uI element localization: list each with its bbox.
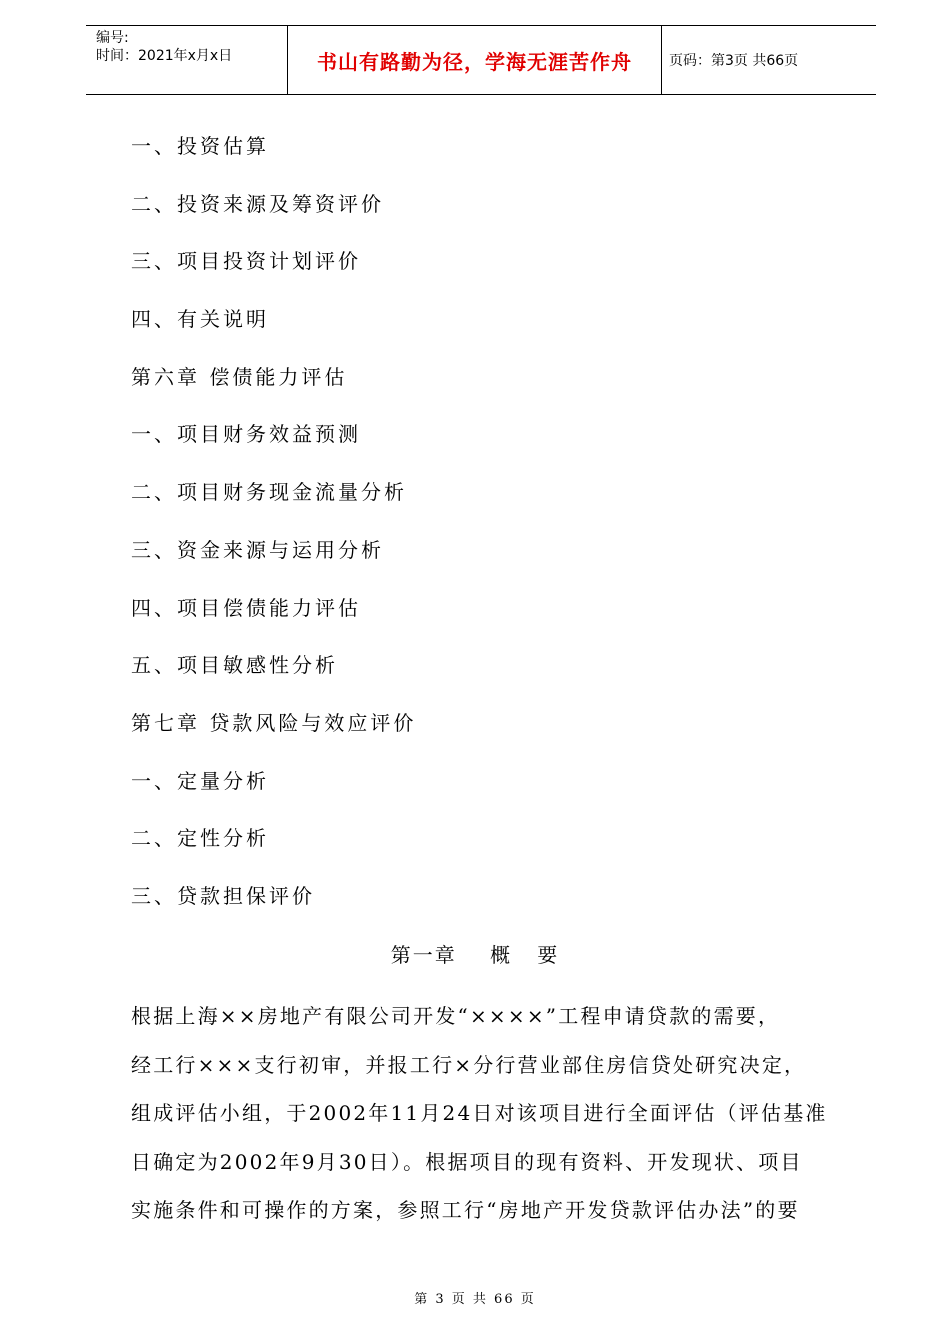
- document-time: 时间：2021年x月x日: [96, 48, 233, 64]
- toc-item: 五、项目敏感性分析: [131, 653, 338, 678]
- toc-chapter-heading: 第七章 贷款风险与效应评价: [131, 710, 417, 735]
- toc-item: 一、定量分析: [131, 768, 269, 793]
- toc-item: 一、投资估算: [131, 134, 269, 158]
- body-paragraph: 根据上海××房地产有限公司开发“××××”工程申请贷款的需要， 经工行×××支行初审，并报工行×分行营业部住房信贷处研究决定， 组成评估小组，于2002年11月24日对该项目进行全面评估（评估基准 日确定为2002年9月30日）。根据项目的现有资料、开发现状、项目 实施条件和可操作的方案，参照工行“房地产开发贷款评估办法”的要: [131, 1004, 828, 1222]
- toc-item: 三、贷款担保评价: [131, 883, 315, 908]
- toc-item: 一、项目财务效益预测: [131, 422, 361, 447]
- toc-chapter-heading: 第六章 偿债能力评估: [131, 364, 348, 389]
- header-meta: [96, 29, 286, 65]
- toc-item: 三、项目投资计划评价: [131, 249, 361, 274]
- table-of-contents: [131, 126, 416, 934]
- toc-item: 二、投资来源及筹资评价: [131, 191, 384, 216]
- page-footer: 第 3 页 共 66 页: [414, 1292, 536, 1307]
- toc-item: 四、项目偿债能力评估: [131, 595, 361, 620]
- header-motto-cell: [287, 26, 662, 94]
- toc-item: 四、有关说明: [131, 307, 269, 332]
- header-page-info: 页码：第3页 共66页: [669, 53, 799, 69]
- toc-item: 二、项目财务现金流量分析: [131, 480, 407, 505]
- header-motto: 书山有路勤为径，学海无涯苦作舟: [317, 49, 632, 74]
- chapter-title: 第一章 概 要: [390, 943, 560, 967]
- toc-item: 三、资金来源与运用分析: [131, 537, 384, 562]
- page-header: [86, 25, 876, 95]
- toc-item: 二、定性分析: [131, 826, 269, 851]
- document-number-label: 编号:: [96, 30, 129, 46]
